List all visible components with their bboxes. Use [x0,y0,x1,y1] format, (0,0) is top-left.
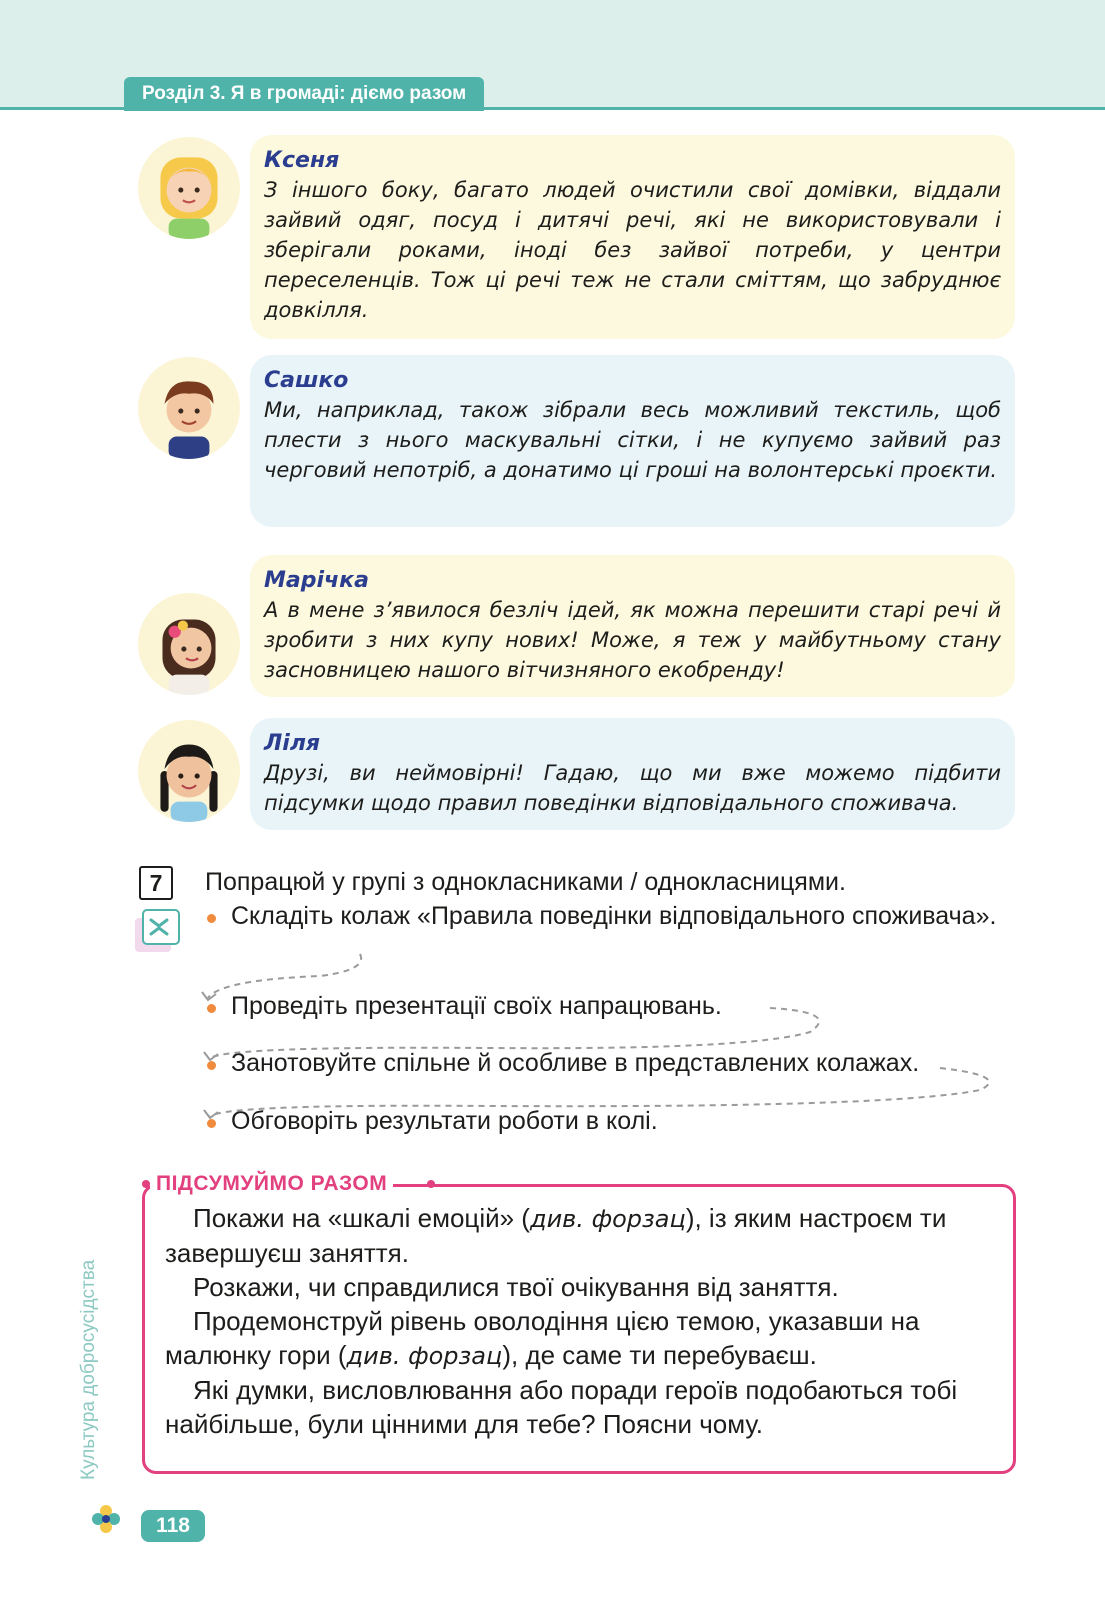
summary-paragraph [165,1304,995,1373]
reference-text: див. форзац [529,1205,686,1233]
list-item: Проведіть презентації своїх напрацювань. [205,990,722,1022]
task-title: Попрацюй у групі з однокласниками / однокласницями. [205,868,846,896]
page-number: 118 [141,1510,205,1542]
summary-paragraph [165,1201,995,1270]
flower-icon [90,1503,122,1535]
list-item: Складіть колаж «Правила поведінки відповідального споживача». [205,900,1015,932]
title-dot [427,1180,435,1188]
text-run: Продемонструй рівень оволодіння цією темою, указавши на малюнку гори ( [165,1306,920,1370]
dashed-flow-arrows [190,940,1030,1150]
text-run: ), де саме ти перебуваєш. [502,1340,817,1370]
task-number: 7 [139,866,173,900]
speaker-name: Ксеня [264,148,340,173]
title-dot [142,1180,150,1188]
side-section-label: Культура добросусідства [78,1259,99,1480]
reference-text: див. форзац [346,1342,503,1370]
summary-body [165,1201,995,1441]
group-work-icon [133,906,183,956]
speech-text: Друзі, ви неймовірні! Гадаю, що ми вже можемо підбити підсумки щодо правил поведінки відповідального споживача. [264,761,1001,815]
girl-blonde-icon [138,137,240,239]
speaker-name: Ліля [264,731,321,756]
summary-paragraph: Розкажи, чи справдилися твої очікування від заняття. [193,1272,839,1302]
summary-title: ПІДСУМУЙМО РАЗОМ [150,1171,393,1197]
list-item: Обговоріть результати роботи в колі. [205,1105,658,1137]
text-run: Покажи на «шкалі емоцій» ( [193,1203,530,1233]
speech-text: А в мене з’явилося безліч ідей, як можна перешити старі речі й зробити з них купу нових! Може, я теж у майбутньому стану засновницею нашого вітчизняного екобренду! [264,598,1001,682]
speaker-name: Сашко [264,368,349,393]
girl-flower-wreath-icon [138,593,240,695]
dialogue-bubble [250,355,1015,527]
speech-text: Ми, наприклад, також зібрали весь можливий текстиль, щоб плести з нього маскувальні сітки, і не купуємо зайвий раз черговий непотріб, а донатимо ці гроші на волонтерські проєкти. [264,398,1001,482]
speech-text: З іншого боку, багато людей очистили свої домівки, віддали зайвий одяг, посуд і дитячі речі, які не використовували і зберігали роками, іноді без зайвої потреби, у центри переселенців. Тож ці речі теж не стали сміттям, що забруднює довкілля. [264,178,1001,322]
list-item: Занотовуйте спільне й особливе в представлених колажах. [205,1047,919,1079]
speaker-name: Марічка [264,568,369,593]
summary-paragraph: Які думки, висловлювання або поради героїв подобаються тобі найбільше, були цінними для тебе? Поясни чому. [165,1375,958,1439]
girl-braids-icon [138,720,240,822]
boy-brown-hair-icon [138,357,240,459]
text-run: ), із яким настроєм ти завершуєш заняття. [165,1203,947,1268]
chapter-title: Розділ 3. Я в громаді: діємо разом [124,77,484,111]
dialogue-bubble [250,718,1015,830]
dialogue-bubble [250,555,1015,697]
dialogue-bubble [250,135,1015,339]
